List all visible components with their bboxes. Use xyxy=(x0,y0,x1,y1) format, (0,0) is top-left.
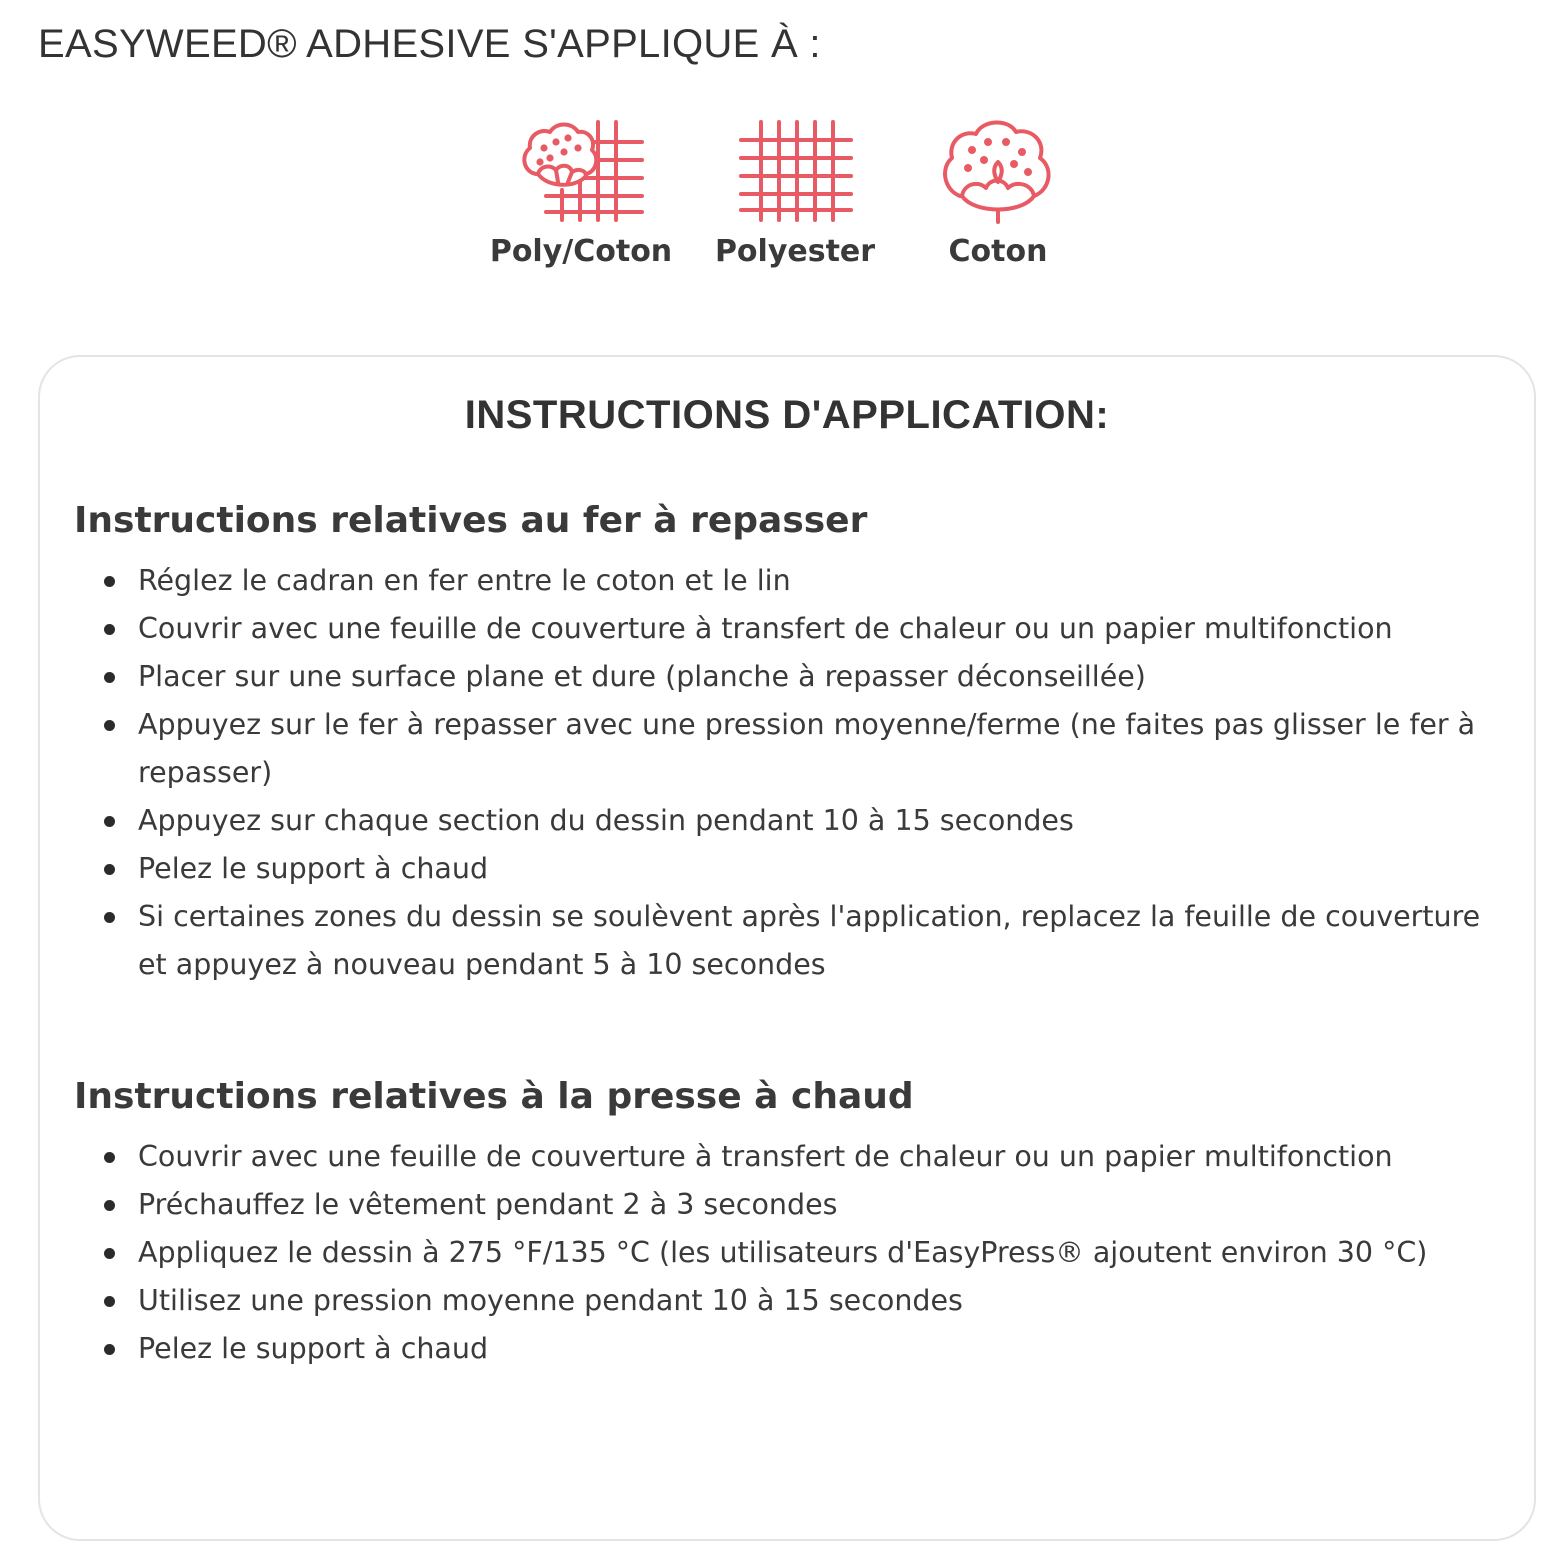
list-item xyxy=(74,797,1504,845)
fabric-polyester xyxy=(710,112,880,269)
bullet-icon xyxy=(104,1296,115,1307)
fabric-label: Poly/Coton xyxy=(489,234,673,269)
list-item-text: Appliquez le dessin à 275 °F/135 °C (les utilisateurs d'EasyPress® ajoutent environ 30 °C) xyxy=(138,1236,1428,1269)
list-item-text: Appuyez sur chaque section du dessin pendant 10 à 15 secondes xyxy=(138,804,1074,837)
list-item xyxy=(74,845,1504,893)
list-item xyxy=(74,1133,1504,1181)
bullet-icon xyxy=(104,1200,115,1211)
list-item xyxy=(74,1277,1504,1325)
iron-instructions-section xyxy=(74,499,1504,989)
fabric-poly-coton xyxy=(488,112,674,269)
list-item xyxy=(74,701,1504,797)
iron-instructions-list xyxy=(74,557,1504,989)
bullet-icon xyxy=(104,576,115,587)
bullet-icon xyxy=(104,672,115,683)
grid-icon xyxy=(735,112,855,224)
list-item-text: Pelez le support à chaud xyxy=(138,1332,489,1365)
bullet-icon xyxy=(104,1248,115,1259)
bullet-icon xyxy=(104,816,115,827)
cotton-flower-icon xyxy=(938,112,1058,224)
fabric-label: Coton xyxy=(948,234,1048,269)
bullet-icon xyxy=(104,1344,115,1355)
iron-instructions-heading: Instructions relatives au fer à repasser xyxy=(74,500,868,541)
press-instructions-section xyxy=(74,1075,1504,1373)
list-item-text: Si certaines zones du dessin se soulèvent après l'application, replacez la feuille de couverture et appuyez à nouveau pendant 5 à 10 secondes xyxy=(138,900,1481,981)
press-instructions-list xyxy=(74,1133,1504,1373)
fabric-compatibility-row xyxy=(470,112,1090,302)
instructions-title: INSTRUCTIONS D'APPLICATION: xyxy=(464,393,1110,437)
list-item xyxy=(74,893,1504,989)
list-item-text: Préchauffez le vêtement pendant 2 à 3 secondes xyxy=(138,1188,838,1221)
page-heading: EASYWEED® ADHESIVE S'APPLIQUE À : xyxy=(38,22,821,66)
press-instructions-heading: Instructions relatives à la presse à chaud xyxy=(74,1076,914,1117)
list-item xyxy=(74,1181,1504,1229)
list-item-text: Couvrir avec une feuille de couverture à transfert de chaleur ou un papier multifonction xyxy=(138,612,1393,645)
fabric-coton xyxy=(928,112,1068,269)
list-item-text: Réglez le cadran en fer entre le coton et le lin xyxy=(138,564,791,597)
list-item-text: Utilisez une pression moyenne pendant 10 à 15 secondes xyxy=(138,1284,963,1317)
bullet-icon xyxy=(104,1152,115,1163)
list-item xyxy=(74,1325,1504,1373)
bullet-icon xyxy=(104,864,115,875)
list-item xyxy=(74,557,1504,605)
list-item xyxy=(74,605,1504,653)
fabric-label: Polyester xyxy=(714,234,876,269)
list-item-text: Appuyez sur le fer à repasser avec une pression moyenne/ferme (ne faites pas glisser le fer à repasser) xyxy=(138,708,1476,789)
list-item xyxy=(74,1229,1504,1277)
bullet-icon xyxy=(104,720,115,731)
list-item-text: Pelez le support à chaud xyxy=(138,852,489,885)
list-item xyxy=(74,653,1504,701)
bullet-icon xyxy=(104,912,115,923)
list-item-text: Placer sur une surface plane et dure (planche à repasser déconseillée) xyxy=(138,660,1146,693)
list-item-text: Couvrir avec une feuille de couverture à transfert de chaleur ou un papier multifonction xyxy=(138,1140,1393,1173)
bullet-icon xyxy=(104,624,115,635)
instructions-card xyxy=(38,355,1536,1541)
cotton-grid-icon xyxy=(516,112,646,224)
